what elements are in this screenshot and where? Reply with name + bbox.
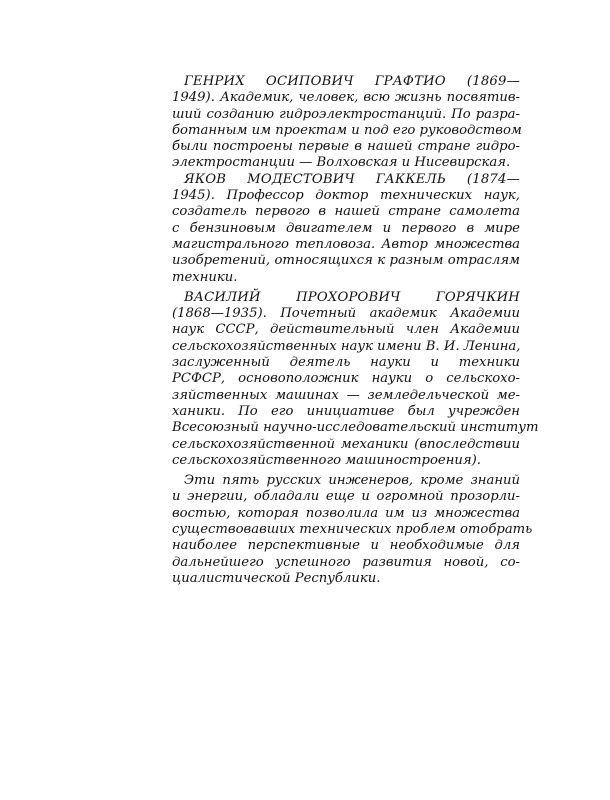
text-line: наиболее перспективные и необходимые для [172, 538, 520, 554]
text-line: Всесоюзный научно-исследовательский институт [172, 420, 539, 436]
text-line: существовавших технических проблем отобрать [172, 522, 533, 538]
text-line: ший созданию гидроэлектростанций. По разра- [172, 106, 520, 122]
text-line: изобретений, относящихся к разным отраслям [172, 253, 520, 269]
text-column [172, 74, 539, 587]
text-line: зяйственных машинах — земледельческой ме- [172, 387, 520, 403]
text-line: (1868—1935). Почетный академик Академии [172, 306, 520, 322]
text-line: и энергии, обладали еще и огромной прозорли- [172, 489, 520, 505]
text-line: РСФСР, основоположник науки о сельскохо- [172, 371, 520, 387]
biography-gakkel [172, 172, 520, 286]
text-line: техники. [172, 269, 238, 285]
text-line: сельскохозяйственных наук имени В. И. Ленина, [172, 338, 521, 354]
text-line: с бензиновым двигателем и первого в мире [172, 220, 520, 236]
text-line: дальнейшего успешного развития новой, со- [172, 554, 520, 570]
text-line: сельскохозяйственной механики (впоследствии [172, 436, 520, 452]
text-line: Эти пять русских инженеров, кроме знаний [184, 473, 520, 489]
text-line: циалистической Республики. [172, 570, 381, 586]
text-line: заслуженный деятель науки и техники [172, 355, 520, 371]
text-line: 1945). Профессор доктор технических наук, [172, 188, 520, 204]
text-line: ГЕНРИХ ОСИПОВИЧ ГРАФТИО (1869— [184, 74, 520, 89]
closing-paragraph [172, 473, 533, 587]
text-line: ботанным им проектам и под его руководством [172, 122, 522, 138]
text-line: ВАСИЛИЙ ПРОХОРОВИЧ ГОРЯЧКИН [184, 289, 520, 305]
text-line: наук СССР, действительный член Академии [172, 322, 520, 338]
text-line: магистрального тепловоза. Автор множества [172, 236, 520, 252]
biography-graftio [172, 74, 520, 172]
biography-goryachkin [172, 289, 539, 469]
text-line: были построены первые в нашей стране гидро- [172, 139, 520, 155]
text-line: электростанции — Волховская и Нисевирская. [172, 155, 511, 171]
text-line: 1949). Академик, человек, всю жизнь посвятив- [172, 90, 520, 106]
text-line: создатель первого в нашей стране самолета [172, 204, 520, 220]
text-line: ЯКОВ МОДЕСТОВИЧ ГАККЕЛЬ (1874— [184, 171, 520, 187]
text-line: ханики. По его инициативе был учрежден [172, 403, 520, 419]
text-line: востью, которая позволила им из множества [172, 505, 520, 521]
text-line: сельскохозяйственного машиностроения). [172, 452, 481, 468]
